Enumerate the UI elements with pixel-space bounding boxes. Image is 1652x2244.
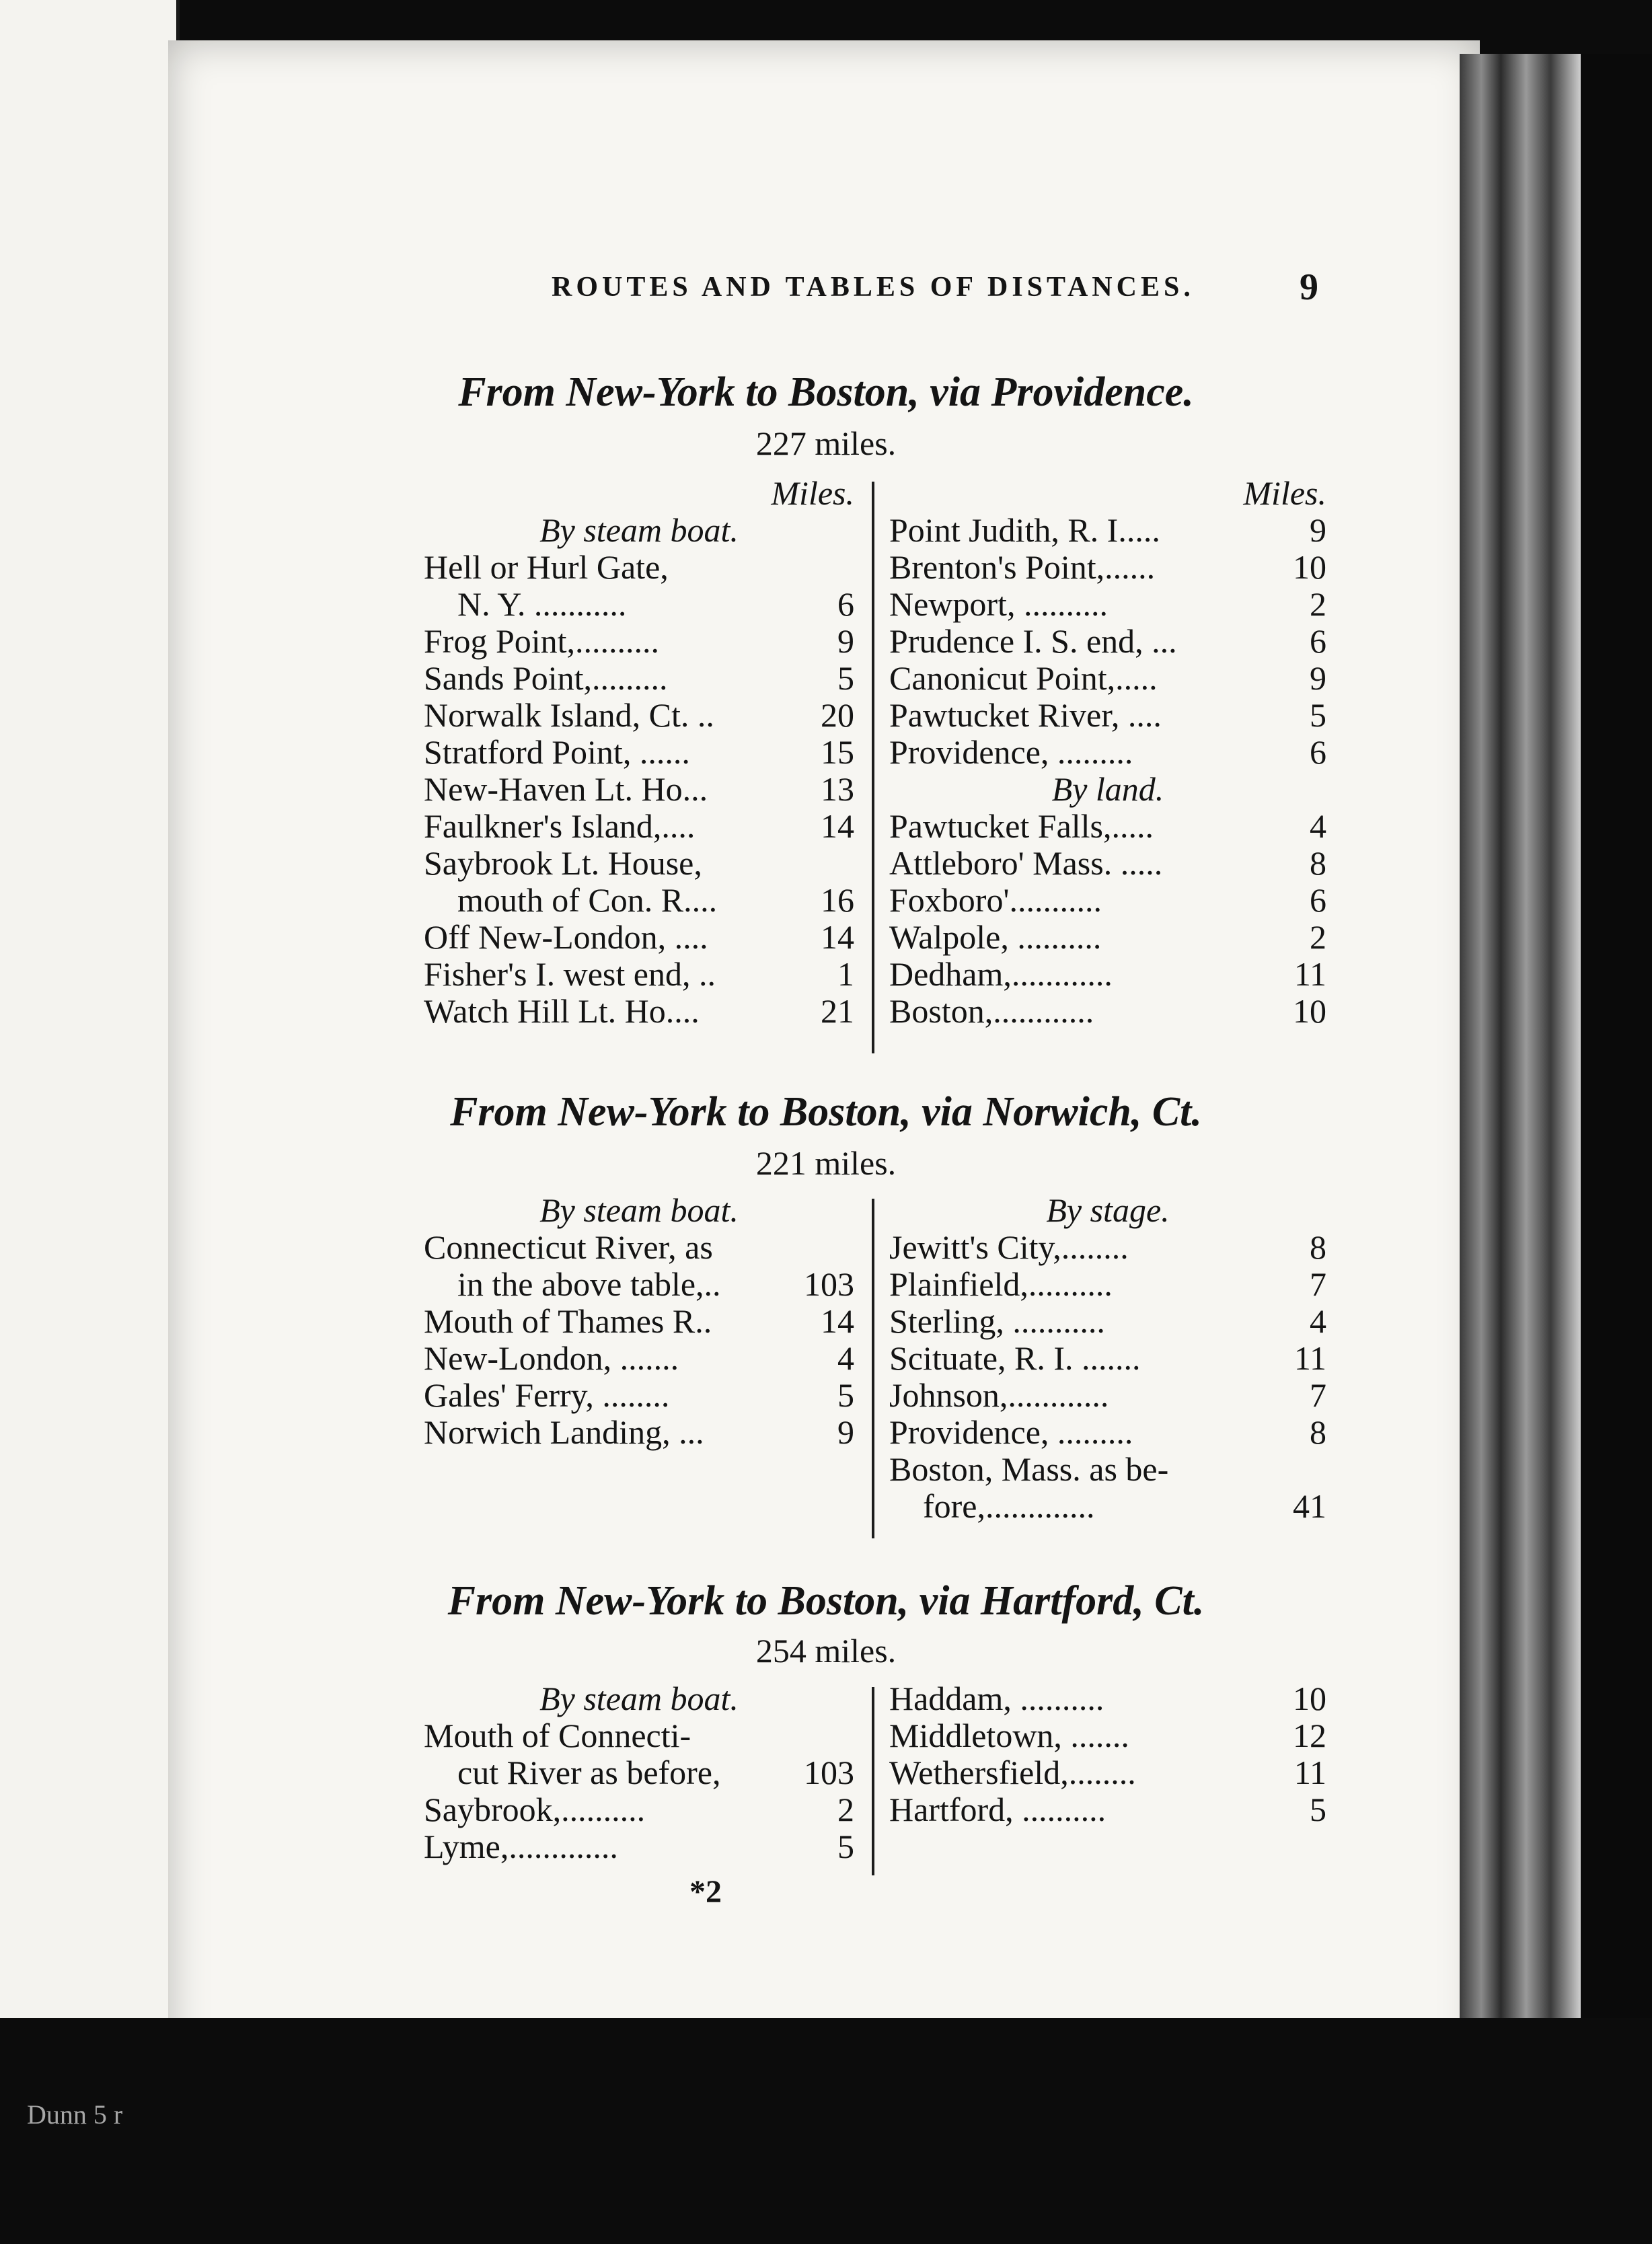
miles-value: 6	[837, 585, 854, 623]
distance-column-right	[889, 1192, 1326, 1525]
miles-value: 5	[837, 659, 854, 697]
miles-value: 6	[1310, 881, 1326, 919]
distance-row	[424, 1229, 854, 1266]
miles-value: 4	[837, 1339, 854, 1377]
distance-row	[889, 512, 1326, 549]
distance-row	[424, 697, 854, 734]
miles-value: 10	[1293, 548, 1326, 586]
distance-row	[424, 1791, 854, 1828]
column-subheading	[424, 1192, 854, 1229]
miles-value: 6	[1310, 733, 1326, 771]
section-total-miles: 221 miles.	[755, 1144, 897, 1182]
distance-row	[889, 623, 1326, 660]
distance-row	[889, 1754, 1326, 1791]
distance-row	[424, 808, 854, 845]
place-name: Norwalk Island, Ct. ..	[424, 696, 714, 734]
miles-value: 10	[1293, 992, 1326, 1030]
column-rule	[872, 482, 874, 1053]
miles-value: 6	[1310, 622, 1326, 660]
place-name: Canonicut Point,.....	[889, 659, 1158, 697]
place-name: Off New-London, ....	[424, 918, 708, 956]
miles-value: 1	[837, 955, 854, 993]
distance-row	[889, 1340, 1326, 1377]
place-name: Brenton's Point,......	[889, 548, 1156, 586]
distance-row	[889, 1229, 1326, 1266]
miles-value: 4	[1310, 1302, 1326, 1340]
miles-value: 7	[1310, 1265, 1326, 1303]
distance-row	[424, 1754, 854, 1791]
miles-value: 20	[821, 696, 854, 734]
column-subheading	[424, 512, 854, 549]
miles-value: 9	[837, 622, 854, 660]
section-title: From New-York to Boston, via Hartford, Ct.	[447, 1578, 1205, 1624]
distance-row	[889, 1377, 1326, 1414]
distance-row	[889, 1680, 1326, 1717]
distance-column-left	[424, 1680, 854, 1865]
miles-value: 11	[1293, 955, 1326, 993]
running-header	[552, 266, 1345, 306]
distance-row	[889, 1451, 1326, 1488]
miles-value: 9	[837, 1413, 854, 1451]
miles-value: 11	[1293, 1339, 1326, 1377]
place-name: Stratford Point, ......	[424, 733, 690, 771]
section-title: From New-York to Boston, via Providence.	[458, 369, 1194, 415]
miles-value: 2	[1310, 585, 1326, 623]
section-title: From New-York to Boston, via Norwich, Ct.	[450, 1089, 1202, 1135]
signature-mark: *2	[689, 1874, 722, 1910]
column-rule	[872, 1687, 874, 1875]
miles-value: 10	[1293, 1680, 1326, 1717]
miles-value: 2	[1310, 918, 1326, 956]
miles-value: 14	[821, 918, 854, 956]
miles-value: 14	[821, 807, 854, 845]
column-rule	[872, 1199, 874, 1538]
place-name: Mouth of Connecti-	[424, 1717, 691, 1754]
miles-value: 5	[1310, 696, 1326, 734]
place-name: N. Y. ...........	[457, 585, 627, 623]
place-name: mouth of Con. R....	[457, 881, 718, 919]
distance-row	[424, 586, 854, 623]
miles-value: 4	[1310, 807, 1326, 845]
distance-row	[889, 549, 1326, 586]
distance-row	[889, 1266, 1326, 1303]
page-edge-stack	[1460, 54, 1581, 2092]
place-name: Wethersfield,........	[889, 1754, 1136, 1791]
place-name: Faulkner's Island,....	[424, 807, 696, 845]
place-name: Miles.	[771, 474, 854, 512]
distance-column-left	[424, 475, 854, 1030]
place-name: Frog Point,..........	[424, 622, 660, 660]
distance-row	[889, 697, 1326, 734]
column-subheading	[889, 1192, 1326, 1229]
page-number: 9	[1300, 266, 1318, 308]
place-name: Plainfield,..........	[889, 1265, 1113, 1303]
distance-row	[424, 845, 854, 882]
column-subheading	[889, 771, 1326, 808]
place-name: Hell or Hurl Gate,	[424, 548, 669, 586]
distance-row	[889, 586, 1326, 623]
distance-row	[889, 919, 1326, 956]
section-total-miles: 254 miles.	[755, 1632, 897, 1670]
scan-bottom-border	[0, 2018, 1652, 2244]
miles-value: 5	[837, 1376, 854, 1414]
place-name: Lyme,.............	[424, 1828, 618, 1865]
distance-row	[889, 1717, 1326, 1754]
miles-value: 21	[821, 992, 854, 1030]
place-name: Hartford, ..........	[889, 1791, 1106, 1828]
place-name: By steam boat.	[539, 1191, 739, 1229]
place-name: Watch Hill Lt. Ho....	[424, 992, 700, 1030]
distance-column-right	[889, 475, 1326, 1030]
distance-row	[424, 1266, 854, 1303]
place-name: By steam boat.	[539, 1680, 739, 1717]
column-subheading	[424, 1680, 854, 1717]
place-name: Newport, ..........	[889, 585, 1108, 623]
distance-row	[889, 845, 1326, 882]
place-name: Prudence I. S. end, ...	[889, 622, 1177, 660]
place-name: fore,.............	[923, 1487, 1095, 1525]
place-name: Fisher's I. west end, ..	[424, 955, 716, 993]
distance-row	[424, 660, 854, 697]
column-subheading	[424, 475, 854, 512]
distance-row	[424, 1340, 854, 1377]
place-name: Point Judith, R. I.....	[889, 511, 1160, 549]
miles-value: 41	[1293, 1487, 1326, 1525]
miles-value: 9	[1310, 511, 1326, 549]
place-name: Scituate, R. I. .......	[889, 1339, 1141, 1377]
distance-column-left	[424, 1192, 854, 1451]
place-name: Connecticut River, as	[424, 1228, 713, 1266]
place-name: Pawtucket Falls,.....	[889, 807, 1154, 845]
miles-value: 8	[1310, 1413, 1326, 1451]
place-name: Boston, Mass. as be-	[889, 1450, 1169, 1488]
miles-value: 8	[1310, 844, 1326, 882]
bottom-fragment-text: Dunn 5 r	[27, 2099, 123, 2130]
place-name: Gales' Ferry, ........	[424, 1376, 670, 1414]
distance-row	[424, 623, 854, 660]
place-name: Miles.	[1243, 474, 1326, 512]
place-name: Dedham,............	[889, 955, 1113, 993]
place-name: Walpole, ..........	[889, 918, 1102, 956]
miles-value: 14	[821, 1302, 854, 1340]
place-name: Sands Point,.........	[424, 659, 668, 697]
running-header-title: ROUTES AND TABLES OF DISTANCES.	[552, 272, 1195, 303]
place-name: Johnson,............	[889, 1376, 1109, 1414]
place-name: Sterling, ...........	[889, 1302, 1105, 1340]
distance-row	[424, 993, 854, 1030]
distance-row	[889, 1303, 1326, 1340]
place-name: Norwich Landing, ...	[424, 1413, 704, 1451]
distance-row	[424, 919, 854, 956]
distance-row	[424, 549, 854, 586]
miles-value: 15	[821, 733, 854, 771]
place-name: By steam boat.	[539, 511, 739, 549]
distance-row	[424, 734, 854, 771]
place-name: cut River as before,	[457, 1754, 721, 1791]
distance-row	[424, 771, 854, 808]
place-name: Attleboro' Mass. .....	[889, 844, 1163, 882]
place-name: New-London, .......	[424, 1339, 679, 1377]
miles-value: 9	[1310, 659, 1326, 697]
miles-value: 103	[804, 1265, 854, 1303]
miles-value: 2	[837, 1791, 854, 1828]
distance-row	[424, 956, 854, 993]
miles-value: 16	[821, 881, 854, 919]
place-name: Middletown, .......	[889, 1717, 1129, 1754]
distance-row	[889, 1488, 1326, 1525]
place-name: Foxboro'...........	[889, 881, 1102, 919]
miles-value: 13	[821, 770, 854, 808]
distance-row	[424, 882, 854, 919]
section-total-miles: 227 miles.	[755, 424, 897, 462]
distance-row	[889, 1791, 1326, 1828]
distance-row	[889, 734, 1326, 771]
miles-value: 11	[1293, 1754, 1326, 1791]
distance-row	[889, 808, 1326, 845]
miles-value: 12	[1293, 1717, 1326, 1754]
place-name: Saybrook Lt. House,	[424, 844, 702, 882]
place-name: Boston,............	[889, 992, 1094, 1030]
place-name: in the above table,..	[457, 1265, 721, 1303]
place-name: By land.	[1051, 770, 1164, 808]
place-name: By stage.	[1046, 1191, 1170, 1229]
distance-row	[889, 882, 1326, 919]
place-name: Saybrook,..........	[424, 1791, 646, 1828]
place-name: Providence, .........	[889, 1413, 1133, 1451]
distance-row	[889, 1414, 1326, 1451]
distance-row	[889, 660, 1326, 697]
distance-row	[424, 1828, 854, 1865]
column-subheading	[889, 475, 1326, 512]
place-name: New-Haven Lt. Ho...	[424, 770, 708, 808]
place-name: Haddam, ..........	[889, 1680, 1104, 1717]
distance-row	[424, 1717, 854, 1754]
miles-value: 103	[804, 1754, 854, 1791]
distance-column-right	[889, 1680, 1326, 1828]
distance-row	[424, 1303, 854, 1340]
distance-row	[889, 956, 1326, 993]
place-name: Pawtucket River, ....	[889, 696, 1162, 734]
place-name: Mouth of Thames R..	[424, 1302, 712, 1340]
place-name: Jewitt's City,........	[889, 1228, 1129, 1266]
miles-value: 5	[837, 1828, 854, 1865]
miles-value: 8	[1310, 1228, 1326, 1266]
distance-row	[424, 1414, 854, 1451]
distance-row	[424, 1377, 854, 1414]
distance-row	[889, 993, 1326, 1030]
miles-value: 7	[1310, 1376, 1326, 1414]
place-name: Providence, .........	[889, 733, 1133, 771]
miles-value: 5	[1310, 1791, 1326, 1828]
